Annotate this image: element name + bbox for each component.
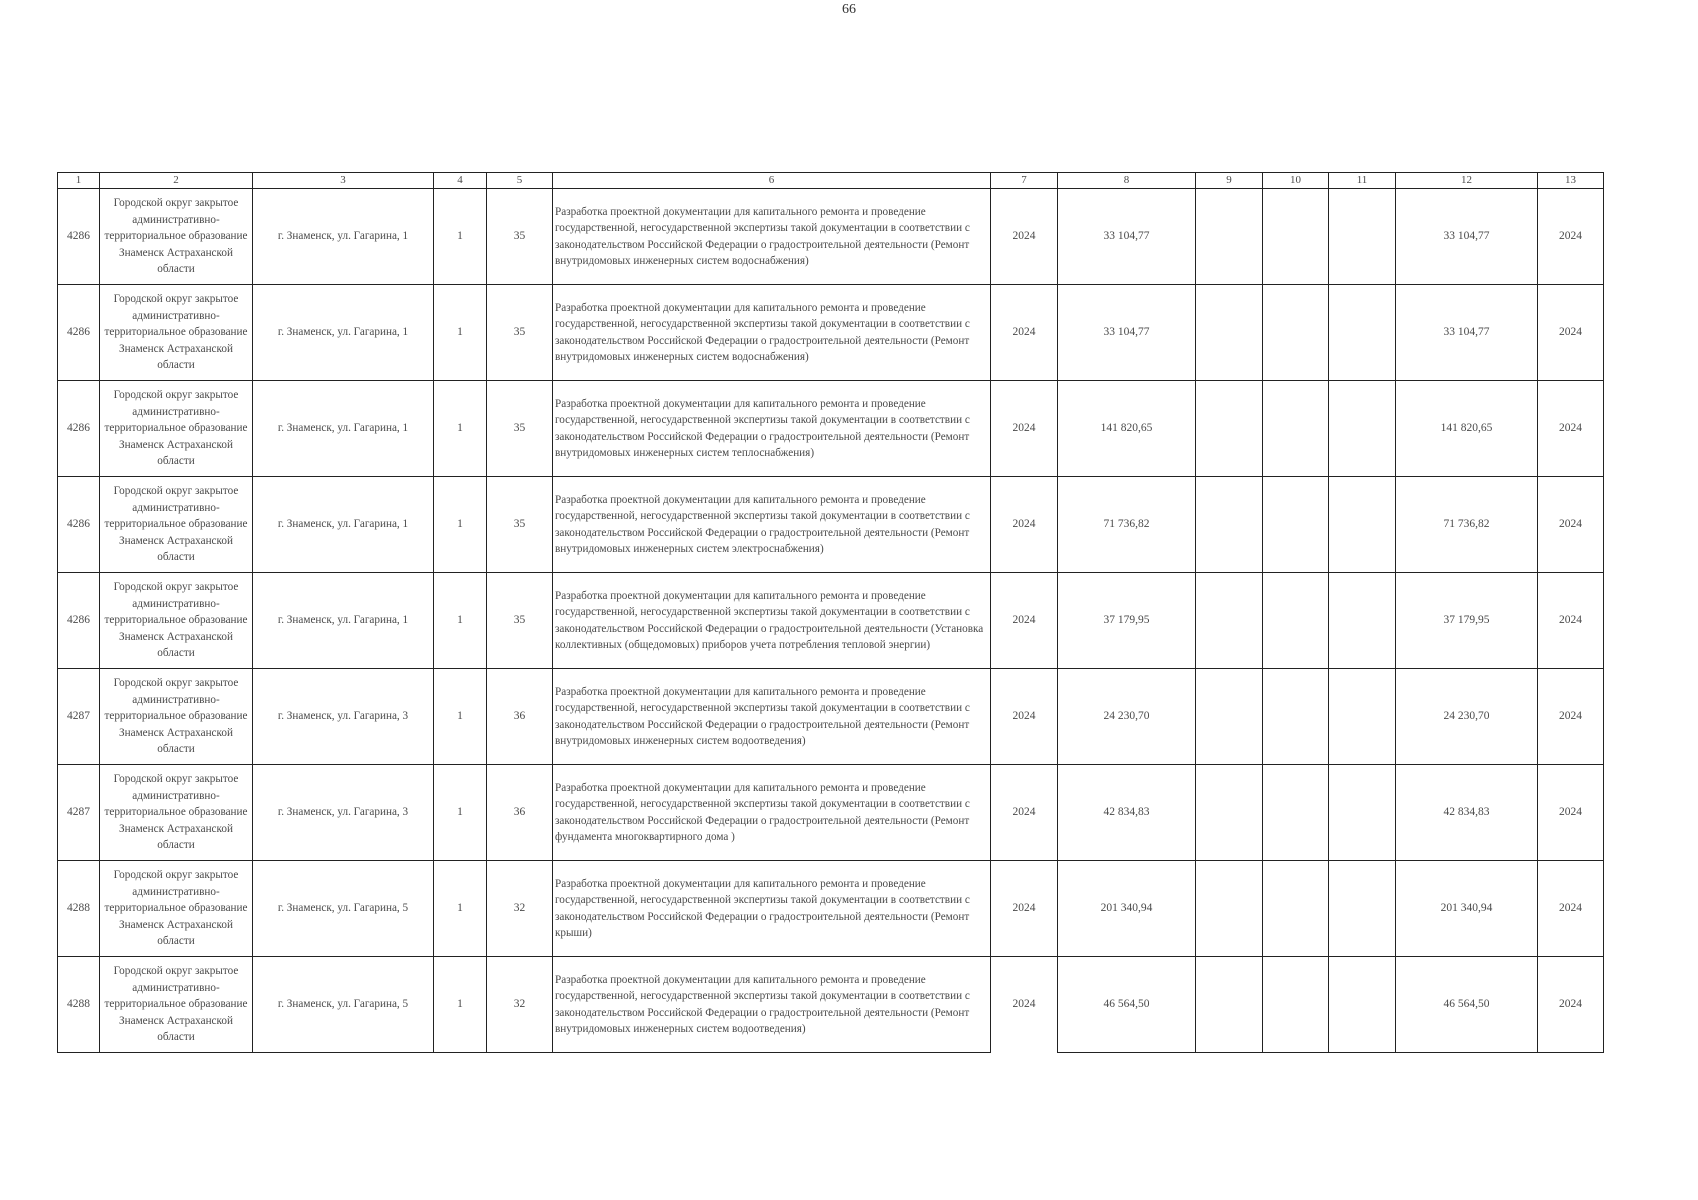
completion-year-cell: 2024: [1538, 381, 1604, 477]
amount-cell: 71 736,82: [1058, 477, 1196, 573]
completion-year-cell: 2024: [1538, 957, 1604, 1053]
column-5-cell: 36: [487, 669, 553, 765]
municipality-cell: Городской округ закрытое административно-территориальное образование Знаменск Астраханской области: [100, 285, 253, 381]
work-description-cell: Разработка проектной документации для капитального ремонта и проведение государственной, негосударственной экспертизы такой документации в соответствии с законодательством Российской Федерации о градостроительной деятельности (Ремонт крыши): [553, 861, 991, 957]
address-cell: г. Знаменск, ул. Гагарина, 1: [253, 285, 434, 381]
column-header: 5: [487, 173, 553, 189]
column-10-cell: [1263, 477, 1329, 573]
column-4-cell: 1: [434, 765, 487, 861]
amount-total-cell: 24 230,70: [1396, 669, 1538, 765]
column-10-cell: [1263, 957, 1329, 1053]
municipality-cell: Городской округ закрытое административно-территориальное образование Знаменск Астраханской области: [100, 189, 253, 285]
column-11-cell: [1329, 381, 1396, 477]
row-number-cell: 4286: [58, 285, 100, 381]
year-cell: 2024: [991, 861, 1058, 957]
completion-year-cell: 2024: [1538, 189, 1604, 285]
amount-total-cell: 46 564,50: [1396, 957, 1538, 1053]
table-row: [58, 477, 1604, 573]
table-row: [58, 861, 1604, 957]
year-cell: 2024: [991, 189, 1058, 285]
row-number-cell: 4288: [58, 957, 100, 1053]
column-5-cell: 35: [487, 477, 553, 573]
registry-table: [57, 172, 1604, 1053]
amount-total-cell: 141 820,65: [1396, 381, 1538, 477]
column-4-cell: 1: [434, 669, 487, 765]
row-number-cell: 4286: [58, 381, 100, 477]
completion-year-cell: 2024: [1538, 477, 1604, 573]
amount-total-cell: 37 179,95: [1396, 573, 1538, 669]
address-cell: г. Знаменск, ул. Гагарина, 5: [253, 957, 434, 1053]
column-9-cell: [1196, 189, 1263, 285]
table-row: [58, 189, 1604, 285]
column-5-cell: 32: [487, 957, 553, 1053]
column-5-cell: 35: [487, 285, 553, 381]
column-4-cell: 1: [434, 189, 487, 285]
column-header: 10: [1263, 173, 1329, 189]
column-4-cell: 1: [434, 957, 487, 1053]
amount-cell: 33 104,77: [1058, 285, 1196, 381]
row-number-cell: 4286: [58, 189, 100, 285]
work-description-cell: Разработка проектной документации для капитального ремонта и проведение государственной, негосударственной экспертизы такой документации в соответствии с законодательством Российской Федерации о градостроительной деятельности (Ремонт внутридомовых инженерных систем водоснабжения): [553, 285, 991, 381]
column-header: 4: [434, 173, 487, 189]
address-cell: г. Знаменск, ул. Гагарина, 5: [253, 861, 434, 957]
column-11-cell: [1329, 477, 1396, 573]
municipality-cell: Городской округ закрытое административно-территориальное образование Знаменск Астраханской области: [100, 765, 253, 861]
row-number-cell: 4286: [58, 477, 100, 573]
table-row: [58, 381, 1604, 477]
column-11-cell: [1329, 765, 1396, 861]
row-number-cell: 4288: [58, 861, 100, 957]
amount-cell: 37 179,95: [1058, 573, 1196, 669]
column-9-cell: [1196, 573, 1263, 669]
address-cell: г. Знаменск, ул. Гагарина, 1: [253, 189, 434, 285]
completion-year-cell: 2024: [1538, 669, 1604, 765]
table-row: [58, 957, 1604, 1053]
amount-cell: 201 340,94: [1058, 861, 1196, 957]
amount-total-cell: 33 104,77: [1396, 189, 1538, 285]
column-11-cell: [1329, 669, 1396, 765]
column-11-cell: [1329, 957, 1396, 1053]
column-4-cell: 1: [434, 861, 487, 957]
column-header: 8: [1058, 173, 1196, 189]
table-row: [58, 573, 1604, 669]
work-description-cell: Разработка проектной документации для капитального ремонта и проведение государственной, негосударственной экспертизы такой документации в соответствии с законодательством Российской Федерации о градостроительной деятельности (Установка коллективных (общедомовых) приборов учета потребления тепловой энергии): [553, 573, 991, 669]
completion-year-cell: 2024: [1538, 765, 1604, 861]
column-10-cell: [1263, 285, 1329, 381]
column-5-cell: 35: [487, 381, 553, 477]
work-description-cell: Разработка проектной документации для капитального ремонта и проведение государственной, негосударственной экспертизы такой документации в соответствии с законодательством Российской Федерации о градостроительной деятельности (Ремонт внутридомовых инженерных систем водоснабжения): [553, 189, 991, 285]
column-9-cell: [1196, 285, 1263, 381]
column-9-cell: [1196, 381, 1263, 477]
column-5-cell: 35: [487, 189, 553, 285]
table-row: [58, 285, 1604, 381]
column-5-cell: 35: [487, 573, 553, 669]
table-body: [58, 189, 1604, 1053]
column-10-cell: [1263, 573, 1329, 669]
column-header: 13: [1538, 173, 1604, 189]
year-cell: 2024: [991, 765, 1058, 861]
address-cell: г. Знаменск, ул. Гагарина, 3: [253, 765, 434, 861]
work-description-cell: Разработка проектной документации для капитального ремонта и проведение государственной, негосударственной экспертизы такой документации в соответствии с законодательством Российской Федерации о градостроительной деятельности (Ремонт внутридомовых инженерных систем теплоснабжения): [553, 381, 991, 477]
amount-cell: 33 104,77: [1058, 189, 1196, 285]
column-5-cell: 32: [487, 861, 553, 957]
column-11-cell: [1329, 573, 1396, 669]
municipality-cell: Городской округ закрытое административно-территориальное образование Знаменск Астраханской области: [100, 669, 253, 765]
amount-cell: 46 564,50: [1058, 957, 1196, 1053]
column-9-cell: [1196, 669, 1263, 765]
year-cell: 2024: [991, 957, 1058, 1053]
work-description-cell: Разработка проектной документации для капитального ремонта и проведение государственной, негосударственной экспертизы такой документации в соответствии с законодательством Российской Федерации о градостроительной деятельности (Ремонт внутридомовых инженерных систем водоотведения): [553, 957, 991, 1053]
amount-total-cell: 42 834,83: [1396, 765, 1538, 861]
column-10-cell: [1263, 189, 1329, 285]
year-cell: 2024: [991, 381, 1058, 477]
table-header-row: [58, 173, 1604, 189]
work-description-cell: Разработка проектной документации для капитального ремонта и проведение государственной, негосударственной экспертизы такой документации в соответствии с законодательством Российской Федерации о градостроительной деятельности (Ремонт внутридомовых инженерных систем водоотведения): [553, 669, 991, 765]
amount-cell: 24 230,70: [1058, 669, 1196, 765]
column-header: 1: [58, 173, 100, 189]
year-cell: 2024: [991, 285, 1058, 381]
year-cell: 2024: [991, 477, 1058, 573]
column-4-cell: 1: [434, 381, 487, 477]
municipality-cell: Городской округ закрытое административно-территориальное образование Знаменск Астраханской области: [100, 477, 253, 573]
column-header: 7: [991, 173, 1058, 189]
amount-cell: 42 834,83: [1058, 765, 1196, 861]
page-number: 66: [842, 2, 856, 17]
address-cell: г. Знаменск, ул. Гагарина, 3: [253, 669, 434, 765]
municipality-cell: Городской округ закрытое административно-территориальное образование Знаменск Астраханской области: [100, 381, 253, 477]
registry-table-wrapper: [57, 172, 1604, 1053]
column-5-cell: 36: [487, 765, 553, 861]
completion-year-cell: 2024: [1538, 285, 1604, 381]
column-header: 12: [1396, 173, 1538, 189]
amount-total-cell: 201 340,94: [1396, 861, 1538, 957]
column-4-cell: 1: [434, 285, 487, 381]
address-cell: г. Знаменск, ул. Гагарина, 1: [253, 381, 434, 477]
column-header: 6: [553, 173, 991, 189]
column-10-cell: [1263, 861, 1329, 957]
completion-year-cell: 2024: [1538, 573, 1604, 669]
year-cell: 2024: [991, 573, 1058, 669]
column-header: 11: [1329, 173, 1396, 189]
column-10-cell: [1263, 669, 1329, 765]
work-description-cell: Разработка проектной документации для капитального ремонта и проведение государственной, негосударственной экспертизы такой документации в соответствии с законодательством Российской Федерации о градостроительной деятельности (Ремонт внутридомовых инженерных систем электроснабжения): [553, 477, 991, 573]
column-9-cell: [1196, 861, 1263, 957]
column-11-cell: [1329, 285, 1396, 381]
column-9-cell: [1196, 765, 1263, 861]
amount-cell: 141 820,65: [1058, 381, 1196, 477]
row-number-cell: 4287: [58, 765, 100, 861]
year-cell: 2024: [991, 669, 1058, 765]
address-cell: г. Знаменск, ул. Гагарина, 1: [253, 573, 434, 669]
column-11-cell: [1329, 189, 1396, 285]
column-10-cell: [1263, 765, 1329, 861]
column-9-cell: [1196, 477, 1263, 573]
municipality-cell: Городской округ закрытое административно-территориальное образование Знаменск Астраханской области: [100, 861, 253, 957]
row-number-cell: 4286: [58, 573, 100, 669]
column-9-cell: [1196, 957, 1263, 1053]
work-description-cell: Разработка проектной документации для капитального ремонта и проведение государственной, негосударственной экспертизы такой документации в соответствии с законодательством Российской Федерации о градостроительной деятельности (Ремонт фундамента многоквартирного дома ): [553, 765, 991, 861]
municipality-cell: Городской округ закрытое административно-территориальное образование Знаменск Астраханской области: [100, 957, 253, 1053]
amount-total-cell: 33 104,77: [1396, 285, 1538, 381]
table-row: [58, 765, 1604, 861]
column-4-cell: 1: [434, 477, 487, 573]
column-header: 2: [100, 173, 253, 189]
municipality-cell: Городской округ закрытое административно-территориальное образование Знаменск Астраханской области: [100, 573, 253, 669]
table-row: [58, 669, 1604, 765]
column-11-cell: [1329, 861, 1396, 957]
address-cell: г. Знаменск, ул. Гагарина, 1: [253, 477, 434, 573]
column-header: 3: [253, 173, 434, 189]
completion-year-cell: 2024: [1538, 861, 1604, 957]
column-header: 9: [1196, 173, 1263, 189]
column-4-cell: 1: [434, 573, 487, 669]
amount-total-cell: 71 736,82: [1396, 477, 1538, 573]
column-10-cell: [1263, 381, 1329, 477]
row-number-cell: 4287: [58, 669, 100, 765]
